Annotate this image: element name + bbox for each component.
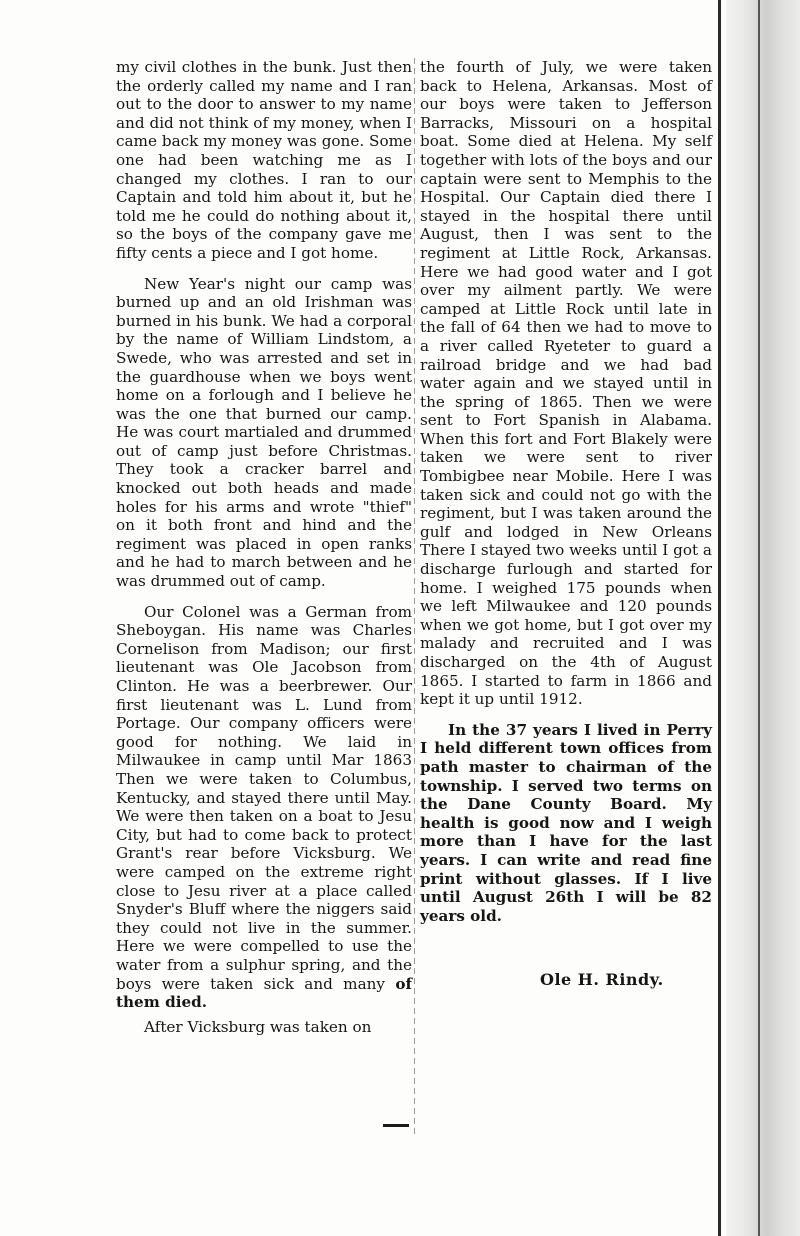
page-edge-line <box>718 0 721 1236</box>
right-paragraph-1: the fourth of July, we were taken back to Helena, Arkansas. Most of our boys were taken to Jefferson Barracks, Missouri on a hospital boat. Some died at Helena. My self together with lots of the boys and our captain were sent to Memphis to the Hospital. Our Captain died there I stayed in the hospital there until August, then I was sent to the regiment at Little Rock, Arkansas. Here we had good water and I got over my ailment partly. We were camped at Little Rock until late in the fall of 64 then we had to move to a river called Ryeteter to guard a railroad bridge and we had bad water again and we stayed until in the spring of 1865. Then we were sent to Fort Spanish in Alabama. When this fort and Fort Blakely were taken we were sent to river Tombigbee near Mobile. Here I was taken sick and could not go with the regiment, but I was taken around the gulf and lodged in New Orleans There I stayed two weeks until I got a discharge furlough and started for home. I weighed 175 pounds when we left Milwaukee and 120 pounds when we got home, but I got over my malady and recruited and I was discharged on the 4th of August 1865. I started to farm in 1866 and kept it up until 1912. <box>420 58 712 709</box>
left-paragraph-3 <box>116 603 412 1012</box>
page-edge-line-outer <box>758 0 760 1236</box>
left-paragraph-2: New Year's night our camp was burned up and an old Irishman was burned in his bunk. We had a corporal by the name of William Lindstom, a Swede, who was arrested and set in the guardhouse when we boys went home on a forlough and I believe he was the one that burned our camp. He was court martialed and drummed out of camp just before Christmas. They took a cracker barrel and knocked out both heads and made holes for his arms and wrote "thief" on it both front and hind and the regiment was placed in open ranks and he had to march between and he was drummed out of camp. <box>116 274 412 591</box>
left-column <box>116 58 412 1048</box>
author-signature: Ole H. Rindy. <box>540 970 664 989</box>
left-paragraph-1: my civil clothes in the bunk. Just then the orderly called my name and I ran out to the door to answer to my name and did not think of my money, when I came back my money was gone. Some one had been watching me as I changed my clothes. I ran to our Captain and told him about it, but he told me he could do nothing about it, so the boys of the company gave me fifty cents a piece and I got home. <box>116 58 412 262</box>
left-paragraph-3-body: Our Colonel was a German from Sheboygan. His name was Charles Cornelison from Madison; our first lieutenant was Ole Jacobson from Clinton. He was a beerbrewer. Our first lieutenant was L. Lund from Portage. Our company officers were good for nothing. We laid in Milwaukee in camp until Mar 1863 Then we were taken to Columbus, Kentucky, and stayed there until May. We were then taken on a boat to Jesu City, but had to come back to protect Grant's rear before Vicksburg. We were camped on the extreme right close to Jesu river at a place called Snyder's Bluff where the niggers said they could not live in the summer. Here we were compelled to use the water from a sulphur spring, and the boys were taken sick and many <box>116 602 412 993</box>
right-paragraph-2: In the 37 years I lived in Perry I held different town offices from path master to chairman of the township. I served two terms on the Dane County Board. My health is good now and I weigh more than I have for the last years. I can write and read fine print without glasses. If I live until August 26th I will be 82 years old. <box>420 720 712 925</box>
left-paragraph-4: After Vicksburg was taken on <box>144 1017 372 1036</box>
column-divider <box>414 58 415 1138</box>
right-column <box>420 58 712 937</box>
page-edge-shadow <box>726 0 800 1236</box>
left-paragraph-3-end: of them died. <box>116 974 413 1012</box>
column-end-rule <box>383 1124 409 1127</box>
